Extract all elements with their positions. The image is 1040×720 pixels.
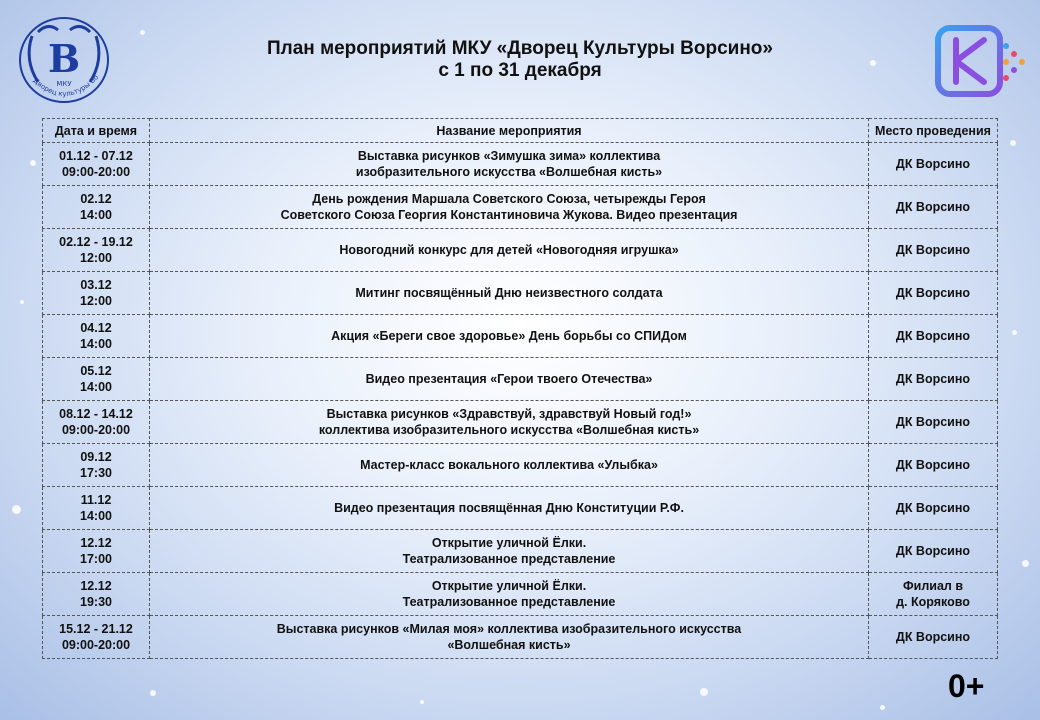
cell-event-name: Открытие уличной Ёлки. Театрализованное представление [150,530,869,573]
cell-place: ДК Ворсино [869,229,998,272]
brand-logo [934,24,1030,102]
title-line-2: с 1 по 31 декабря [438,60,602,81]
cell-place: Филиал в д. Коряково [869,573,998,616]
cell-event-name: Новогодний конкурс для детей «Новогодняя игрушка» [150,229,869,272]
page-title [180,38,860,82]
svg-text:МКУ: МКУ [56,80,72,88]
cell-date: 02.12 14:00 [43,186,150,229]
snowflake [150,690,156,696]
table-row [43,272,998,315]
cell-event-name: Выставка рисунков «Здравствуй, здравствуй Новый год!» коллектива изобразительного искусства «Волшебная кисть» [150,401,869,444]
cell-event-name: Акция «Береги свое здоровье» День борьбы со СПИДом [150,315,869,358]
cell-place: ДК Ворсино [869,487,998,530]
cell-date: 03.12 12:00 [43,272,150,315]
age-rating: 0+ [948,668,985,704]
table-row [43,444,998,487]
snowflake [30,160,36,166]
cell-event-name: Мастер-класс вокального коллектива «Улыбка» [150,444,869,487]
cell-date: 05.12 14:00 [43,358,150,401]
cell-date: 02.12 - 19.12 12:00 [43,229,150,272]
header-place: Место проведения [869,119,998,143]
cell-event-name: Выставка рисунков «Милая моя» коллектива изобразительного искусства «Волшебная кисть» [150,616,869,659]
header-date: Дата и время [43,119,150,143]
cell-date: 12.12 17:00 [43,530,150,573]
header-event-name: Название мероприятия [150,119,869,143]
table-row [43,229,998,272]
table-row [43,358,998,401]
table-row [43,401,998,444]
snowflake [1010,140,1016,146]
cell-place: ДК Ворсино [869,272,998,315]
table-header-row [43,119,998,143]
cell-event-name: День рождения Маршала Советского Союза, четырежды Героя Советского Союза Георгия Константиновича Жукова. Видео презентация [150,186,869,229]
events-table [42,118,998,659]
table-row [43,573,998,616]
table-row [43,143,998,186]
cell-place: ДК Ворсино [869,315,998,358]
snowflake [140,30,145,35]
dk-vorsino-logo [18,16,110,104]
cell-place: ДК Ворсино [869,530,998,573]
snowflake [20,300,24,304]
table-row [43,530,998,573]
cell-date: 09.12 17:30 [43,444,150,487]
snowflake [700,688,708,696]
cell-event-name: Митинг посвящённый Дню неизвестного солдата [150,272,869,315]
table-row [43,315,998,358]
cell-place: ДК Ворсино [869,358,998,401]
cell-date: 11.12 14:00 [43,487,150,530]
cell-event-name: Открытие уличной Ёлки. Театрализованное представление [150,573,869,616]
cell-event-name: Выставка рисунков «Зимушка зима» коллектива изобразительного искусства «Волшебная кисть» [150,143,869,186]
cell-place: ДК Ворсино [869,143,998,186]
snowflake [880,705,885,710]
cell-place: ДК Ворсино [869,444,998,487]
title-line-1: План мероприятий МКУ «Дворец Культуры Ворсино» [267,38,773,59]
snowflake [1012,330,1017,335]
snowflake [870,60,876,66]
cell-place: ДК Ворсино [869,616,998,659]
svg-text:Дворец культуры Ворсино: Дворец культуры Во [31,73,101,99]
cell-event-name: Видео презентация посвящённая Дню Конституции Р.Ф. [150,487,869,530]
cell-date: 12.12 19:30 [43,573,150,616]
cell-date: 08.12 - 14.12 09:00-20:00 [43,401,150,444]
cell-event-name: Видео презентация «Герои твоего Отечества» [150,358,869,401]
table-row [43,186,998,229]
table-row [43,487,998,530]
cell-date: 15.12 - 21.12 09:00-20:00 [43,616,150,659]
cell-date: 04.12 14:00 [43,315,150,358]
cell-place: ДК Ворсино [869,186,998,229]
cell-date: 01.12 - 07.12 09:00-20:00 [43,143,150,186]
snowflake [1022,560,1029,567]
snowflake [420,700,424,704]
table-row [43,616,998,659]
cell-place: ДК Ворсино [869,401,998,444]
snowflake [12,505,21,514]
svg-text:В: В [47,36,81,81]
